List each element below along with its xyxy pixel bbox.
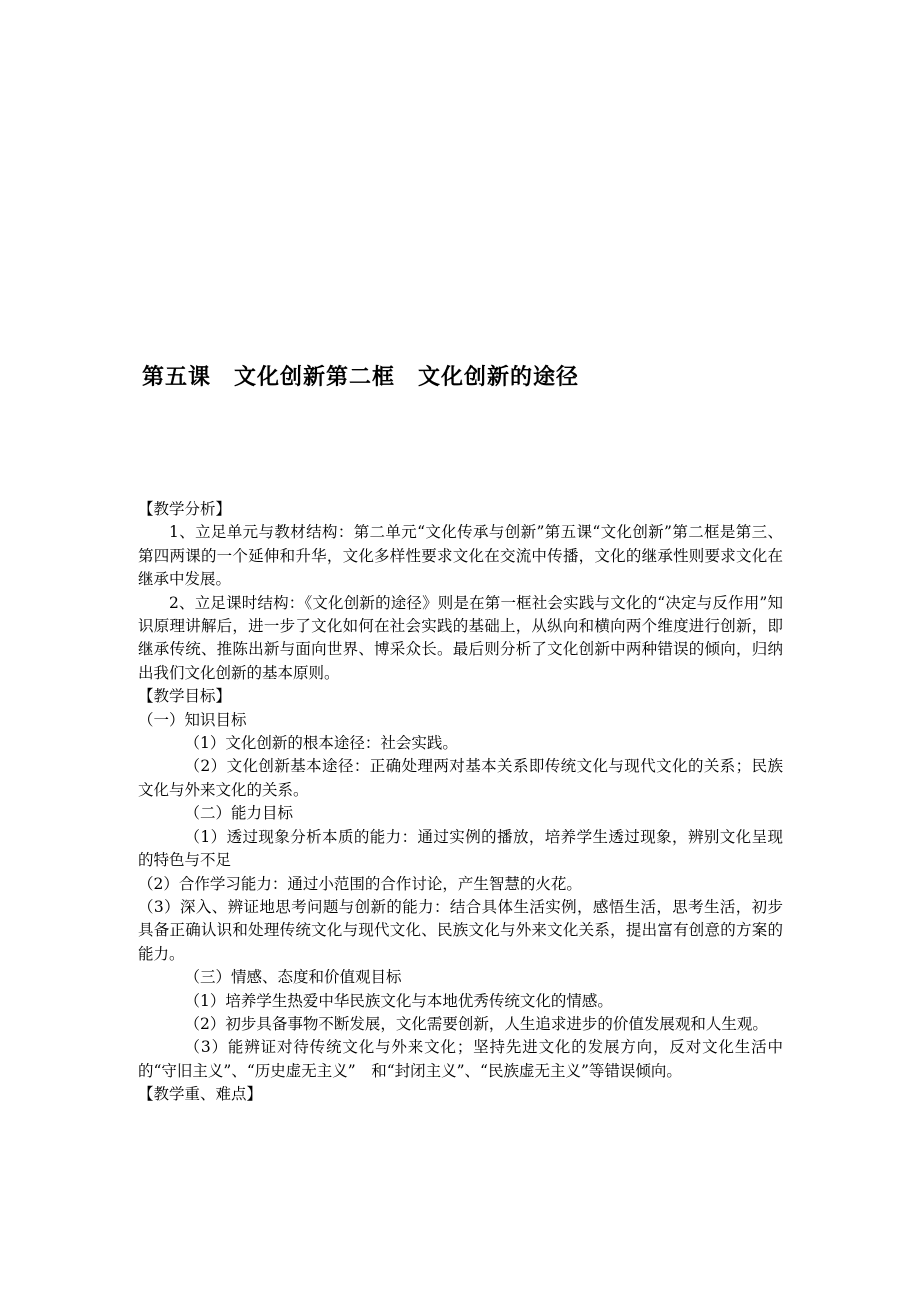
ability-item-3: （3）深入、辨证地思考问题与创新的能力：结合具体生活实例，感悟生活，思考生活，初步具备正确认识和处理传统文化与现代文化、民族文化与外来文化关系，提出富有创意的方案的能力。	[138, 897, 783, 963]
analysis-paragraph-1: 1、立足单元与教材结构：第二单元“文化传承与创新”第五课“文化创新”第二框是第三、第四两课的一个延伸和升华，文化多样性要求文化在交流中传播，文化的继承性则要求文化在继承中发展。	[138, 523, 783, 589]
section-heading-analysis: 【教学分析】	[138, 500, 232, 518]
knowledge-item-2: （2）文化创新基本途径：正确处理两对基本关系即传统文化与现代文化的关系；民族文化与外来文化的关系。	[138, 757, 783, 799]
emotion-item-2: （2）初步具备事物不断发展，文化需要创新，人生追求进步的价值发展观和人生观。	[184, 1014, 768, 1033]
emotion-item-1: （1）培养学生热爱中华民族文化与本地优秀传统文化的情感。	[184, 991, 613, 1010]
document-title: 第五课 文化创新第二框 文化创新的途径	[142, 364, 580, 390]
ability-item-2: （2）合作学习能力：通过小范围的合作讨论，产生智慧的火花。	[138, 874, 582, 893]
section-heading-key-points: 【教学重、难点】	[138, 1085, 263, 1104]
subheading-emotion: （三）情感、态度和价值观目标	[184, 968, 402, 987]
subheading-knowledge: （一）知识目标	[138, 710, 247, 729]
ability-item-1: （1）透过现象分析本质的能力：通过实例的播放，培养学生透过现象，辨别文化呈现的特色与不足	[138, 827, 783, 870]
analysis-paragraph-2: 2、立足课时结构：《文化创新的途径》则是在第一框社会实践与文化的“决定与反作用”知识原理讲解后，进一步了文化如何在社会实践的基础上，从纵向和横向两个维度进行创新，即继承传统、推陈出新与面向世界、博采众长。最后则分析了文化创新中两种错误的倾向，归纳出我们文化创新的基本原则。	[138, 593, 783, 682]
knowledge-item-1: （1）文化创新的根本途径：社会实践。	[184, 734, 458, 753]
section-heading-goals: 【教学目标】	[138, 687, 232, 706]
emotion-item-3: （3）能辨证对待传统文化与外来文化；坚持先进文化的发展方向，反对文化生活中的“守旧主义”、“历史虚无主义” 和“封闭主义”、“民族虚无主义”等错误倾向。	[138, 1038, 783, 1080]
subheading-ability: （二）能力目标	[184, 804, 294, 823]
document-body	[138, 498, 783, 1107]
